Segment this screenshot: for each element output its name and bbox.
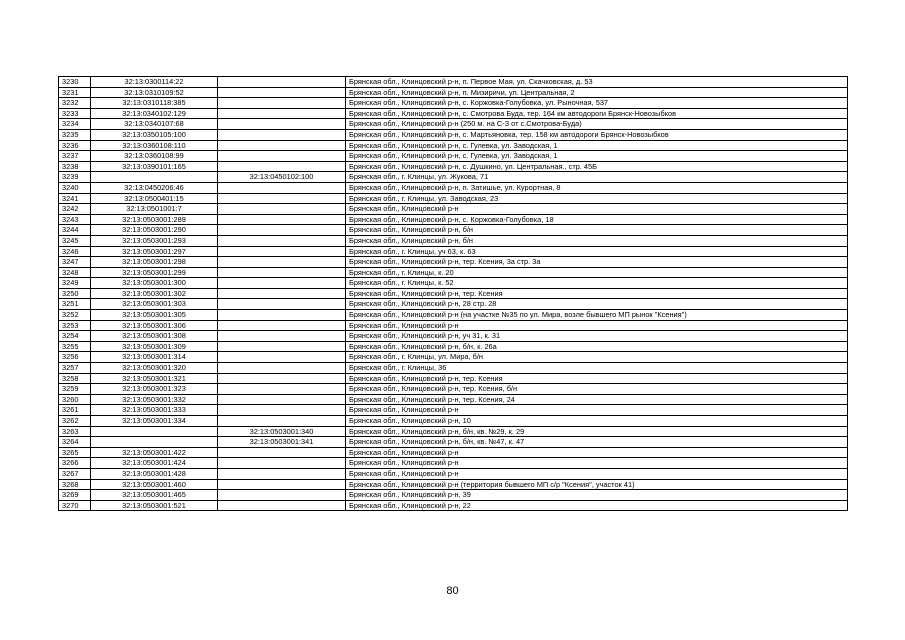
cadastral-number-cell: 32:13:0350105:100 [91,129,218,140]
row-number-cell: 3238 [59,161,91,172]
cadastral-number-alt-cell [218,204,346,215]
cadastral-number-cell: 32:13:0501001:7 [91,204,218,215]
cadastral-number-cell: 32:13:0503001:290 [91,225,218,236]
address-cell: Брянская обл., г. Клинцы, к. 20 [346,267,848,278]
row-number-cell: 3259 [59,384,91,395]
cadastral-number-cell: 32:13:0340102:129 [91,108,218,119]
cadastral-number-alt-cell [218,235,346,246]
address-cell: Брянская обл., Клинцовский р-н, с. Коржовка-Голубовка, 18 [346,214,848,225]
cadastral-number-alt-cell [218,87,346,98]
row-number-cell: 3252 [59,310,91,321]
registry-table [58,76,848,511]
cadastral-number-cell: 32:13:0503001:314 [91,352,218,363]
cadastral-number-alt-cell [218,77,346,88]
table-row [59,98,848,109]
cadastral-number-alt-cell [218,151,346,162]
address-cell: Брянская обл., Клинцовский р-н, тер. Ксения, 24 [346,394,848,405]
row-number-cell: 3241 [59,193,91,204]
table-row [59,426,848,437]
table-row [59,257,848,268]
cadastral-number-alt-cell [218,182,346,193]
cadastral-number-alt-cell [218,129,346,140]
table-row [59,108,848,119]
row-number-cell: 3230 [59,77,91,88]
address-cell: Брянская обл., г. Клинцы, ул. Мира, б/н [346,352,848,363]
cadastral-number-alt-cell [218,490,346,501]
address-cell: Брянская обл., Клинцовский р-н, 22 [346,500,848,511]
cadastral-number-alt-cell [218,288,346,299]
cadastral-number-alt-cell [218,257,346,268]
cadastral-number-cell: 32:13:0503001:424 [91,458,218,469]
cadastral-number-cell: 32:13:0503001:305 [91,310,218,321]
cadastral-number-cell: 32:13:0503001:299 [91,267,218,278]
cadastral-number-cell: 32:13:0340107:68 [91,119,218,130]
row-number-cell: 3264 [59,437,91,448]
table-row [59,384,848,395]
address-cell: Брянская обл., г. Клинцы, 36 [346,363,848,374]
row-number-cell: 3233 [59,108,91,119]
table-row [59,235,848,246]
address-cell: Брянская обл., г. Клинцы, ул. Заводская, 23 [346,193,848,204]
address-cell: Брянская обл., Клинцовский р-н, 28 стр. 28 [346,299,848,310]
cadastral-number-cell: 32:13:0503001:308 [91,331,218,342]
address-cell: Брянская обл., Клинцовский р-н, с. Гулевка, ул. Заводская, 1 [346,151,848,162]
row-number-cell: 3265 [59,447,91,458]
address-cell: Брянская обл., Клинцовский р-н, п. Первое Мая, ул. Скачковская, д. 53 [346,77,848,88]
cadastral-number-cell: 32:13:0310109:52 [91,87,218,98]
row-number-cell: 3243 [59,214,91,225]
address-cell: Брянская обл., Клинцовский р-н, б/н [346,235,848,246]
row-number-cell: 3260 [59,394,91,405]
cadastral-number-cell: 32:13:0503001:321 [91,373,218,384]
address-cell: Брянская обл., г. Клинцы, ул. Жукова, 71 [346,172,848,183]
table-row [59,193,848,204]
cadastral-number-cell: 32:13:0450206:46 [91,182,218,193]
address-cell: Брянская обл., г. Клинцы, уч 63, к. 63 [346,246,848,257]
cadastral-number-alt-cell [218,320,346,331]
row-number-cell: 3250 [59,288,91,299]
address-cell: Брянская обл., Клинцовский р-н, 10 [346,416,848,427]
address-cell: Брянская обл., Клинцовский р-н, б/н, кв. №29, к. 29 [346,426,848,437]
row-number-cell: 3249 [59,278,91,289]
cadastral-number-alt-cell [218,108,346,119]
row-number-cell: 3246 [59,246,91,257]
address-cell: Брянская обл., Клинцовский р-н, 39 [346,490,848,501]
table-row [59,225,848,236]
cadastral-number-cell: 32:13:0503001:332 [91,394,218,405]
table-row [59,479,848,490]
cadastral-number-alt-cell [218,225,346,236]
cadastral-number-alt-cell [218,119,346,130]
address-cell: Брянская обл., Клинцовский р-н (250 м. на С-З от с.Смотрова-Буда) [346,119,848,130]
table-row [59,500,848,511]
cadastral-number-cell: 32:13:0503001:298 [91,257,218,268]
cadastral-number-alt-cell [218,214,346,225]
table-row [59,246,848,257]
cadastral-number-alt-cell [218,468,346,479]
cadastral-number-cell [91,426,218,437]
cadastral-number-cell: 32:13:0503001:302 [91,288,218,299]
address-cell: Брянская обл., Клинцовский р-н, с. Коржовка-Голубовка, ул. Рыночная, 537 [346,98,848,109]
address-cell: Брянская обл., Клинцовский р-н, уч 31, к. 31 [346,331,848,342]
row-number-cell: 3269 [59,490,91,501]
cadastral-number-cell: 32:13:0503001:333 [91,405,218,416]
cadastral-number-cell: 32:13:0360108:99 [91,151,218,162]
table-row [59,77,848,88]
cadastral-number-alt-cell [218,447,346,458]
cadastral-number-alt-cell [218,458,346,469]
cadastral-number-alt-cell [218,98,346,109]
cadastral-number-cell: 32:13:0503001:306 [91,320,218,331]
row-number-cell: 3247 [59,257,91,268]
address-cell: Брянская обл., Клинцовский р-н, б/н, кв. №47, к. 47 [346,437,848,448]
row-number-cell: 3248 [59,267,91,278]
page-number: 80 [446,585,459,597]
row-number-cell: 3262 [59,416,91,427]
cadastral-number-cell: 32:13:0500401:15 [91,193,218,204]
cadastral-number-cell [91,437,218,448]
cadastral-number-alt-cell [218,278,346,289]
table-row [59,204,848,215]
row-number-cell: 3261 [59,405,91,416]
table-row [59,214,848,225]
cadastral-number-alt-cell [218,416,346,427]
table-row [59,129,848,140]
cadastral-number-alt-cell [218,299,346,310]
row-number-cell: 3240 [59,182,91,193]
cadastral-number-cell: 32:13:0503001:460 [91,479,218,490]
table-row [59,172,848,183]
cadastral-number-cell: 32:13:0503001:320 [91,363,218,374]
table-row [59,458,848,469]
row-number-cell: 3253 [59,320,91,331]
cadastral-number-alt-cell [218,341,346,352]
cadastral-number-alt-cell [218,161,346,172]
table-row [59,161,848,172]
table-row [59,278,848,289]
cadastral-number-cell: 32:13:0503001:289 [91,214,218,225]
cadastral-number-alt-cell [218,363,346,374]
cadastral-number-cell: 32:13:0503001:422 [91,447,218,458]
address-cell: Брянская обл., Клинцовский р-н, тер. Ксения [346,373,848,384]
address-cell: Брянская обл., Клинцовский р-н [346,320,848,331]
table-row [59,341,848,352]
cadastral-number-alt-cell [218,373,346,384]
row-number-cell: 3267 [59,468,91,479]
cadastral-number-alt-cell: 32:13:0450102:100 [218,172,346,183]
row-number-cell: 3244 [59,225,91,236]
address-cell: Брянская обл., Клинцовский р-н, с. Душкино, ул. Центральная., стр. 45Б [346,161,848,172]
cadastral-number-cell [91,172,218,183]
row-number-cell: 3263 [59,426,91,437]
row-number-cell: 3257 [59,363,91,374]
row-number-cell: 3266 [59,458,91,469]
row-number-cell: 3232 [59,98,91,109]
table-row [59,394,848,405]
address-cell: Брянская обл., Клинцовский р-н (территория бывшего МП с/р "Ксения", участок 41) [346,479,848,490]
cadastral-number-alt-cell: 32:13:0503001:340 [218,426,346,437]
address-cell: Брянская обл., г. Клинцы, к. 52 [346,278,848,289]
cadastral-number-alt-cell [218,246,346,257]
table-row [59,373,848,384]
table-row [59,288,848,299]
table-row [59,320,848,331]
cadastral-number-cell: 32:13:0310118:385 [91,98,218,109]
cadastral-number-cell: 32:13:0503001:428 [91,468,218,479]
cadastral-number-cell: 32:13:0503001:309 [91,341,218,352]
table-row [59,490,848,501]
cadastral-number-alt-cell [218,500,346,511]
row-number-cell: 3268 [59,479,91,490]
row-number-cell: 3255 [59,341,91,352]
address-cell: Брянская обл., Клинцовский р-н [346,405,848,416]
cadastral-number-alt-cell [218,394,346,405]
table-row [59,182,848,193]
cadastral-number-cell: 32:13:0503001:300 [91,278,218,289]
cadastral-number-alt-cell [218,479,346,490]
registry-table-body [59,77,848,511]
table-row [59,437,848,448]
row-number-cell: 3245 [59,235,91,246]
cadastral-number-alt-cell [218,140,346,151]
row-number-cell: 3251 [59,299,91,310]
table-row [59,310,848,321]
table-row [59,416,848,427]
cadastral-number-cell: 32:13:0300114:22 [91,77,218,88]
table-row [59,352,848,363]
table-row [59,468,848,479]
address-cell: Брянская обл., Клинцовский р-н, с. Гулевка, ул. Заводская, 1 [346,140,848,151]
address-cell: Брянская обл., Клинцовский р-н, б/н [346,225,848,236]
row-number-cell: 3270 [59,500,91,511]
address-cell: Брянская обл., Клинцовский р-н [346,447,848,458]
cadastral-number-cell: 32:13:0503001:521 [91,500,218,511]
address-cell: Брянская обл., Клинцовский р-н, тер. Ксения, 3а стр. 3а [346,257,848,268]
table-row [59,299,848,310]
address-cell: Брянская обл., Клинцовский р-н [346,468,848,479]
cadastral-number-cell: 32:13:0360108:110 [91,140,218,151]
address-cell: Брянская обл., Клинцовский р-н (на участке №35 по ул. Мира, возле бывшего МП рынок "Ксения") [346,310,848,321]
cadastral-number-cell: 32:13:0503001:323 [91,384,218,395]
cadastral-number-alt-cell [218,267,346,278]
row-number-cell: 3235 [59,129,91,140]
address-cell: Брянская обл., Клинцовский р-н, тер. Ксения [346,288,848,299]
address-cell: Брянская обл., Клинцовский р-н [346,458,848,469]
row-number-cell: 3256 [59,352,91,363]
cadastral-number-alt-cell [218,331,346,342]
address-cell: Брянская обл., Клинцовский р-н, с. Смотрова Буда, тер. 164 км автодороги Брянск-Новозыбков [346,108,848,119]
table-row [59,363,848,374]
table-row [59,151,848,162]
cadastral-number-cell: 32:13:0503001:303 [91,299,218,310]
address-cell: Брянская обл., Клинцовский р-н, п. Затишье, ул. Курортная, 8 [346,182,848,193]
cadastral-number-alt-cell [218,193,346,204]
row-number-cell: 3236 [59,140,91,151]
cadastral-number-cell: 32:13:0503001:297 [91,246,218,257]
row-number-cell: 3231 [59,87,91,98]
table-row [59,405,848,416]
row-number-cell: 3242 [59,204,91,215]
address-cell: Брянская обл., Клинцовский р-н [346,204,848,215]
row-number-cell: 3239 [59,172,91,183]
address-cell: Брянская обл., Клинцовский р-н, п. Мизиричи, ул. Центральная, 2 [346,87,848,98]
table-row [59,87,848,98]
cadastral-number-cell: 32:13:0390101:165 [91,161,218,172]
row-number-cell: 3234 [59,119,91,130]
table-row [59,267,848,278]
table-row [59,119,848,130]
row-number-cell: 3258 [59,373,91,384]
table-row [59,140,848,151]
cadastral-number-alt-cell [218,310,346,321]
cadastral-number-alt-cell: 32:13:0503001:341 [218,437,346,448]
cadastral-number-cell: 32:13:0503001:465 [91,490,218,501]
row-number-cell: 3254 [59,331,91,342]
cadastral-number-cell: 32:13:0503001:293 [91,235,218,246]
cadastral-number-alt-cell [218,384,346,395]
table-row [59,447,848,458]
cadastral-number-cell: 32:13:0503001:334 [91,416,218,427]
address-cell: Брянская обл., Клинцовский р-н, тер. Ксения, б/н [346,384,848,395]
address-cell: Брянская обл., Клинцовский р-н, б/н, к. 26а [346,341,848,352]
row-number-cell: 3237 [59,151,91,162]
table-row [59,331,848,342]
cadastral-number-alt-cell [218,405,346,416]
address-cell: Брянская обл., Клинцовский р-н, с. Мартьяновка, тер. 158 км автодороги Брянск-Новозыбков [346,129,848,140]
cadastral-number-alt-cell [218,352,346,363]
